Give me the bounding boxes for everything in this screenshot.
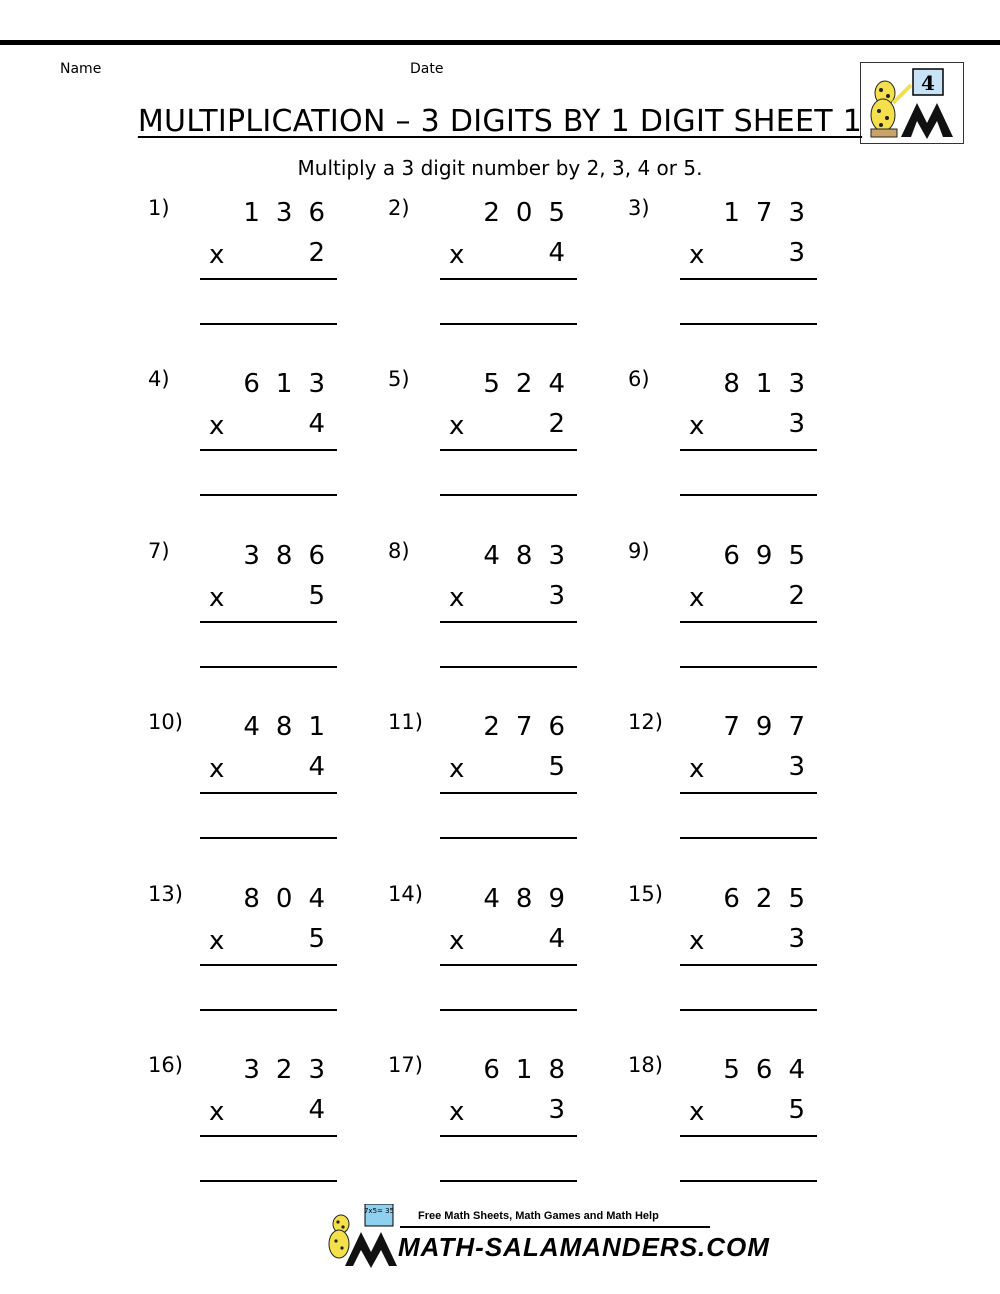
problem-number: 18) (628, 1053, 663, 1077)
answer-line[interactable] (680, 1009, 817, 1011)
times-sign: x (449, 411, 465, 441)
times-sign: x (449, 240, 465, 270)
times-sign: x (449, 1097, 465, 1127)
times-sign: x (449, 583, 465, 613)
operation-rule (680, 449, 817, 451)
multiplicand: 276 (483, 712, 581, 742)
times-sign: x (689, 411, 705, 441)
operation-rule (680, 964, 817, 966)
multiplier: 3 (788, 752, 805, 782)
salamander-footer-icon (325, 1204, 405, 1270)
operation-rule (440, 792, 577, 794)
operation-rule (680, 278, 817, 280)
worksheet-title: MULTIPLICATION – 3 DIGITS BY 1 DIGIT SHEET 1 (137, 104, 863, 139)
multiplicand: 323 (243, 1055, 341, 1085)
problem-5 (388, 367, 581, 497)
problem-11 (388, 710, 581, 840)
operation-rule (200, 449, 337, 451)
operation-rule (440, 449, 577, 451)
multiplier: 2 (308, 238, 325, 268)
problem-18 (628, 1053, 821, 1183)
answer-line[interactable] (440, 323, 577, 325)
times-sign: x (689, 240, 705, 270)
problem-16 (148, 1053, 341, 1183)
operation-rule (200, 278, 337, 280)
multiplicand: 483 (483, 541, 581, 571)
multiplier: 5 (308, 924, 325, 954)
problem-2 (388, 196, 581, 326)
multiplier: 3 (788, 409, 805, 439)
times-sign: x (209, 411, 225, 441)
multiplier: 5 (548, 752, 565, 782)
answer-line[interactable] (680, 323, 817, 325)
operation-rule (200, 792, 337, 794)
problem-number: 7) (148, 539, 170, 563)
multiplier: 5 (308, 581, 325, 611)
answer-line[interactable] (440, 837, 577, 839)
answer-line[interactable] (680, 1180, 817, 1182)
times-sign: x (689, 754, 705, 784)
answer-line[interactable] (440, 1180, 577, 1182)
times-sign: x (209, 926, 225, 956)
multiplicand: 813 (723, 369, 821, 399)
problem-number: 5) (388, 367, 410, 391)
footer-rule (400, 1226, 710, 1228)
problem-number: 1) (148, 196, 170, 220)
multiplier: 4 (548, 238, 565, 268)
multiplier: 2 (548, 409, 565, 439)
times-sign: x (449, 754, 465, 784)
problem-12 (628, 710, 821, 840)
problem-number: 15) (628, 882, 663, 906)
problem-number: 8) (388, 539, 410, 563)
grade-number: 4 (921, 71, 935, 95)
multiplier: 4 (308, 409, 325, 439)
multiplicand: 136 (243, 198, 341, 228)
problem-number: 6) (628, 367, 650, 391)
times-sign: x (689, 926, 705, 956)
footer-tagline: Free Math Sheets, Math Games and Math Help (418, 1210, 659, 1222)
answer-line[interactable] (680, 837, 817, 839)
top-rule (0, 40, 1000, 45)
operation-rule (680, 621, 817, 623)
answer-line[interactable] (440, 1009, 577, 1011)
multiplier: 4 (308, 752, 325, 782)
operation-rule (440, 964, 577, 966)
multiplicand: 797 (723, 712, 821, 742)
problem-number: 9) (628, 539, 650, 563)
operation-rule (200, 621, 337, 623)
times-sign: x (689, 1097, 705, 1127)
answer-line[interactable] (680, 666, 817, 668)
problem-number: 14) (388, 882, 423, 906)
answer-line[interactable] (200, 323, 337, 325)
multiplicand: 524 (483, 369, 581, 399)
multiplier: 3 (548, 581, 565, 611)
operation-rule (440, 1135, 577, 1137)
problem-number: 4) (148, 367, 170, 391)
times-sign: x (209, 754, 225, 784)
multiplicand: 613 (243, 369, 341, 399)
multiplier: 3 (548, 1095, 565, 1125)
multiplicand: 804 (243, 884, 341, 914)
times-sign: x (209, 240, 225, 270)
times-sign: x (689, 583, 705, 613)
multiplier: 4 (548, 924, 565, 954)
problem-4 (148, 367, 341, 497)
problem-3 (628, 196, 821, 326)
answer-line[interactable] (200, 837, 337, 839)
multiplicand: 564 (723, 1055, 821, 1085)
multiplier: 2 (788, 581, 805, 611)
multiplier: 3 (788, 924, 805, 954)
operation-rule (200, 1135, 337, 1137)
multiplicand: 489 (483, 884, 581, 914)
multiplicand: 618 (483, 1055, 581, 1085)
multiplicand: 695 (723, 541, 821, 571)
multiplicand: 481 (243, 712, 341, 742)
problem-15 (628, 882, 821, 1012)
problem-9 (628, 539, 821, 669)
multiplier: 5 (788, 1095, 805, 1125)
problem-number: 2) (388, 196, 410, 220)
problem-6 (628, 367, 821, 497)
operation-rule (200, 964, 337, 966)
footer-site-link[interactable]: MATH-SALAMANDERS.COM (398, 1232, 770, 1262)
problem-number: 17) (388, 1053, 423, 1077)
problem-number: 12) (628, 710, 663, 734)
operation-rule (680, 792, 817, 794)
operation-rule (440, 278, 577, 280)
answer-line[interactable] (200, 1009, 337, 1011)
operation-rule (440, 621, 577, 623)
multiplier: 3 (788, 238, 805, 268)
problem-number: 11) (388, 710, 423, 734)
problem-1 (148, 196, 341, 326)
problem-number: 16) (148, 1053, 183, 1077)
problem-14 (388, 882, 581, 1012)
problem-7 (148, 539, 341, 669)
problem-10 (148, 710, 341, 840)
times-sign: x (449, 926, 465, 956)
answer-line[interactable] (440, 494, 577, 496)
multiplicand: 386 (243, 541, 341, 571)
multiplier: 4 (308, 1095, 325, 1125)
answer-line[interactable] (200, 666, 337, 668)
problem-number: 10) (148, 710, 183, 734)
multiplicand: 173 (723, 198, 821, 228)
problem-number: 13) (148, 882, 183, 906)
answer-line[interactable] (440, 666, 577, 668)
times-sign: x (209, 583, 225, 613)
answer-line[interactable] (200, 494, 337, 496)
problem-number: 3) (628, 196, 650, 220)
problem-17 (388, 1053, 581, 1183)
multiplicand: 625 (723, 884, 821, 914)
date-label: Date (410, 61, 444, 77)
footer-badge-text: 7x5= 35 (363, 1207, 395, 1215)
name-label: Name (60, 61, 102, 77)
problem-8 (388, 539, 581, 669)
times-sign: x (209, 1097, 225, 1127)
answer-line[interactable] (680, 494, 817, 496)
worksheet-instructions: Multiply a 3 digit number by 2, 3, 4 or 5. (297, 156, 703, 180)
multiplicand: 205 (483, 198, 581, 228)
answer-line[interactable] (200, 1180, 337, 1182)
operation-rule (680, 1135, 817, 1137)
problem-13 (148, 882, 341, 1012)
